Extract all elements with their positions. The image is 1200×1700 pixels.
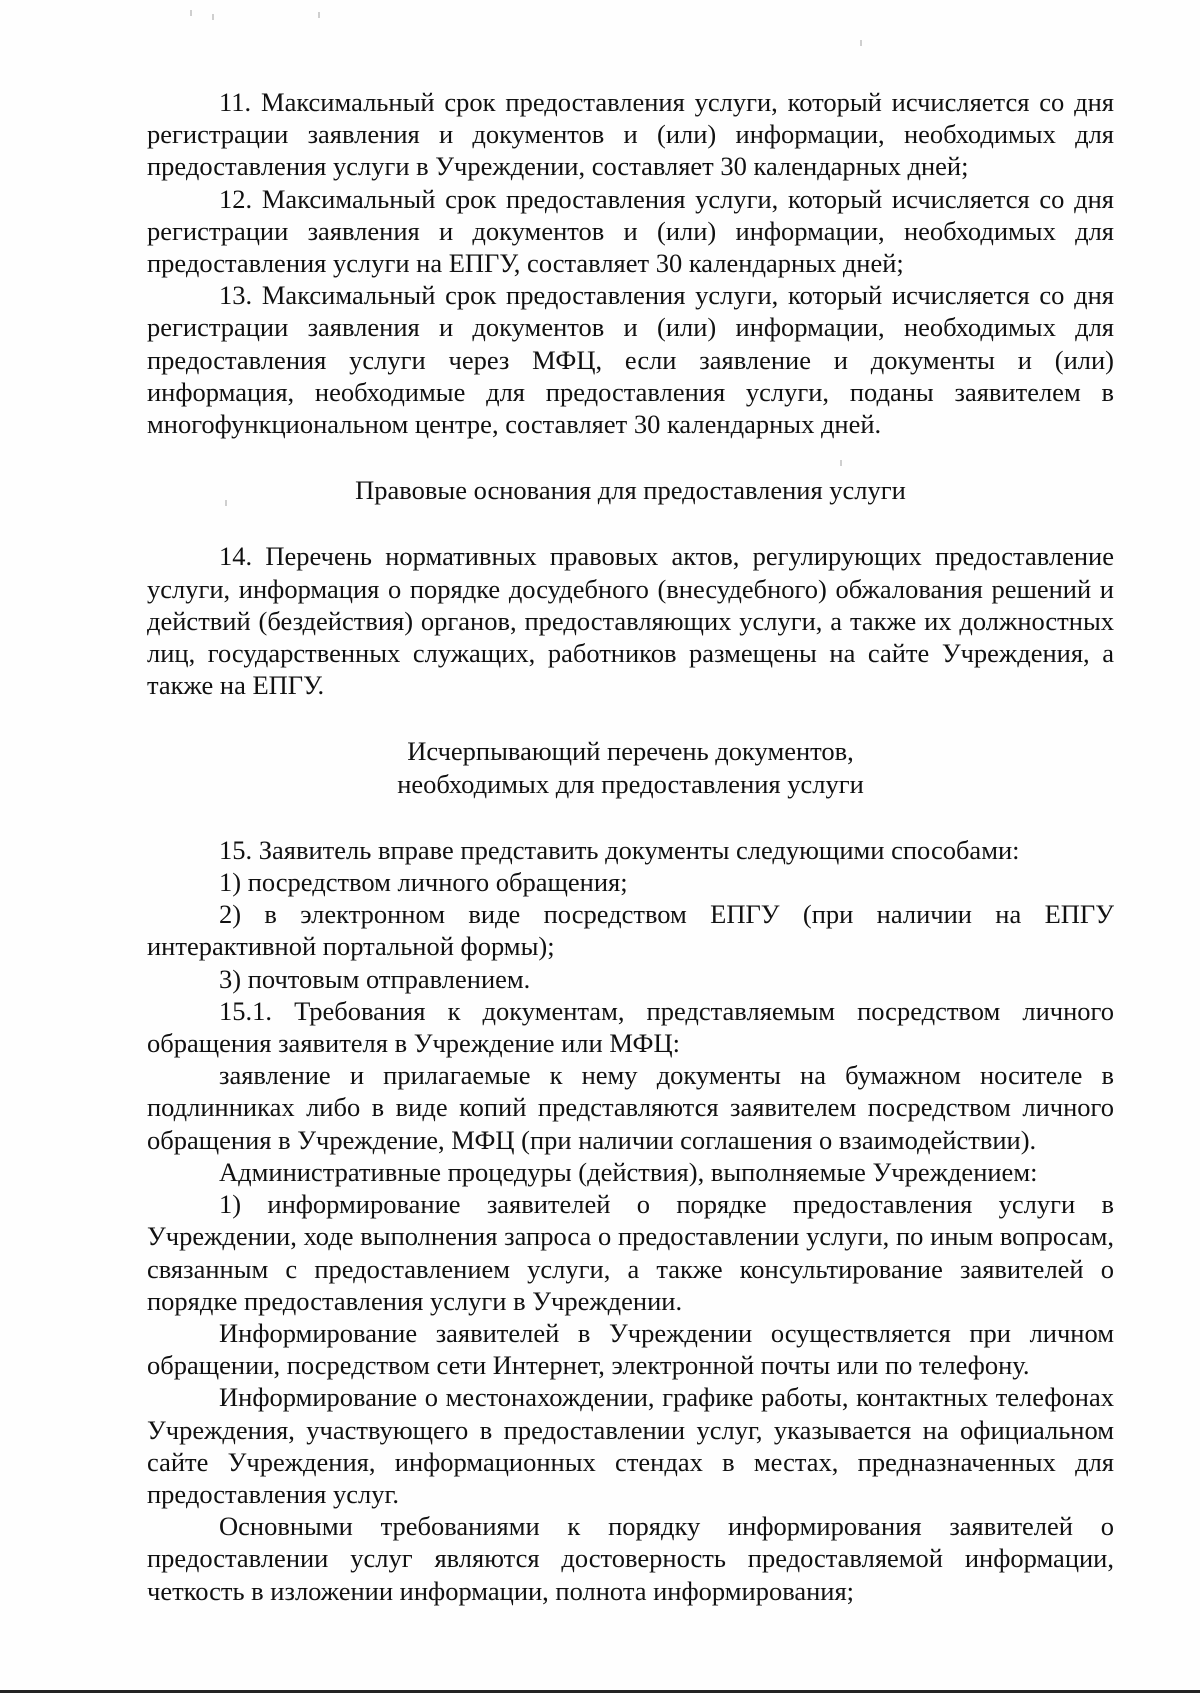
scan-speck — [860, 40, 862, 46]
spacer — [147, 701, 1114, 735]
paragraph-location-info: Информирование о местонахождении, графике работы, контактных телефонах Учреждения, участвующего в предоставлении услуг, указывается на официальном сайте Учреждения, информационных стендах в местах, предназначенных для предоставления услуг. — [147, 1382, 1114, 1509]
paragraph-13: 13. Максимальный срок предоставления услуги, который исчисляется со дня регистрации заявления и документов и (или) информации, необходимых для предоставления услуги через МФЦ, если заявление и документы и (или) информация, необходимые для предоставления услуги, поданы заявителем в многофункциональном центре, составляет 30 календарных дней. — [147, 280, 1114, 440]
paragraph-15-item-1: 1) посредством личного обращения; — [219, 867, 628, 898]
paragraph-15: 15. Заявитель вправе представить документы следующими способами: — [219, 834, 1020, 865]
paragraph-admin-procedures: Административные процедуры (действия), выполняемые Учреждением: — [219, 1156, 1038, 1187]
spacer — [147, 440, 1114, 474]
paragraph-12: 12. Максимальный срок предоставления услуги, который исчисляется со дня регистрации заявления и документов и (или) информации, необходимых для предоставления услуги на ЕПГУ, составляет 30 календарных дней; — [147, 183, 1114, 279]
paragraph-15-item-3: 3) почтовым отправлением. — [219, 963, 531, 994]
paragraph-15-1: 15.1. Требования к документам, представляемым посредством личного обращения заявителя в Учреждение или МФЦ: — [147, 995, 1114, 1059]
paragraph-15-item-2: 2) в электронном виде посредством ЕПГУ (при наличии на ЕПГУ интерактивной портальной формы); — [147, 899, 1114, 962]
document-body — [147, 86, 1114, 1607]
scan-speck — [212, 14, 214, 20]
section-heading-documents-line2: необходимых для предоставления услуги — [397, 768, 864, 799]
paragraph-admin-item-1: 1) информирование заявителей о порядке предоставления услуги в Учреждении, ходе выполнения запроса о предоставлении услуги, по иным вопросам, связанным с предоставлением услуги, а также консультирование заявителей о порядке предоставления услуги в Учреждении. — [147, 1189, 1114, 1316]
paragraph-14: 14. Перечень нормативных правовых актов, регулирующих предоставление услуги, информация о порядке досудебного (внесудебного) обжалования решений и действий (бездействия) органов, предоставляющих услуги, а также их должностных лиц, государственных служащих, работников размещены на сайте Учреждения, а также на ЕПГУ. — [147, 541, 1114, 701]
section-heading-legal-basis: Правовые основания для предоставления услуги — [355, 475, 906, 506]
paragraph-requirements: Основными требованиями к порядку информирования заявителей о предоставлении услуг являются достоверность предоставляемой информации, четкость в изложении информации, полнота информирования; — [147, 1511, 1114, 1606]
scan-speck — [318, 12, 320, 18]
section-heading-documents-line1: Исчерпывающий перечень документов, — [407, 736, 854, 767]
scan-speck — [190, 10, 192, 16]
paragraph-application: заявление и прилагаемые к нему документы на бумажном носителе в подлинниках либо в виде копий представляются заявителем посредством личного обращения в Учреждение, МФЦ (при наличии соглашения о взаимодействии). — [147, 1060, 1114, 1155]
paragraph-informing: Информирование заявителей в Учреждении осуществляется при личном обращении, посредством сети Интернет, электронной почты или по телефону. — [147, 1317, 1114, 1381]
spacer — [147, 506, 1114, 540]
paragraph-11: 11. Максимальный срок предоставления услуги, который исчисляется со дня регистрации заявления и документов и (или) информации, необходимых для предоставления услуги в Учреждении, составляет 30 календарных дней; — [147, 87, 1114, 182]
spacer — [147, 800, 1114, 834]
page-bottom-edge — [0, 1690, 1200, 1693]
